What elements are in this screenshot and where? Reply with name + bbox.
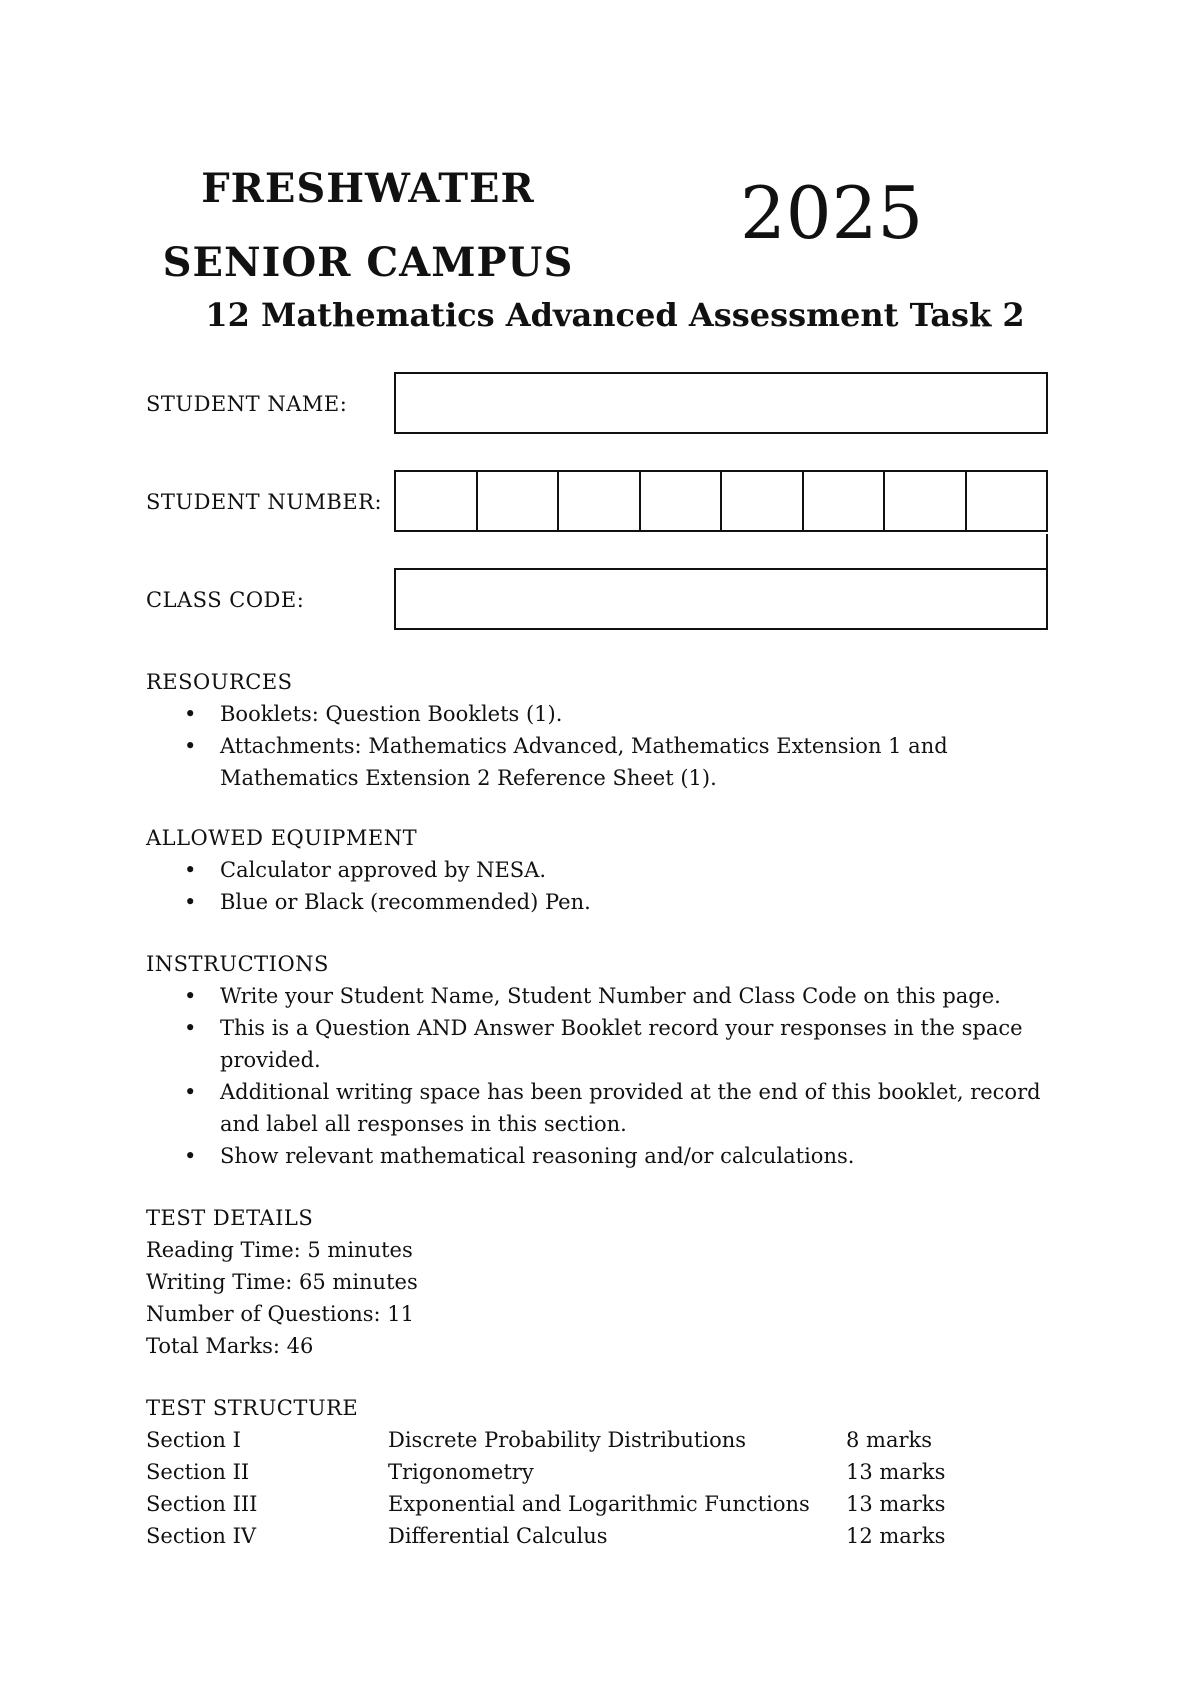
list-item: • Attachments: Mathematics Advanced, Mathematics Extension 1 and Mathematics Extension 2 Reference Sheet (1).: [146, 730, 1066, 794]
campus-name-line2: SENIOR CAMPUS: [162, 239, 574, 286]
task-title: 12 Mathematics Advanced Assessment Task 2: [205, 296, 1025, 334]
list-item: • This is a Question AND Answer Booklet record your responses in the space provided.: [146, 1012, 1066, 1076]
campus-name: [158, 152, 578, 300]
list-item: • Additional writing space has been provided at the end of this booklet, record and label all responses in this section.: [146, 1076, 1066, 1140]
structure-row: [146, 1488, 1066, 1520]
student-number-digit-box[interactable]: [478, 472, 560, 530]
test-structure-heading: TEST STRUCTURE: [146, 1396, 359, 1420]
student-number-digit-box[interactable]: [559, 472, 641, 530]
test-detail-line: Number of Questions: 11: [146, 1302, 415, 1326]
student-number-digit-box[interactable]: [396, 472, 478, 530]
test-detail-line: Reading Time: 5 minutes: [146, 1238, 413, 1262]
student-number-digit-box[interactable]: [885, 472, 967, 530]
resources-section: [146, 666, 1066, 794]
student-number-digit-box[interactable]: [804, 472, 886, 530]
test-structure-section: [146, 1392, 1066, 1552]
instructions-heading: INSTRUCTIONS: [146, 952, 329, 976]
structure-section-name: Section I: [146, 1428, 241, 1452]
structure-marks: 8 marks: [846, 1428, 933, 1452]
structure-topic: Discrete Probability Distributions: [388, 1428, 747, 1452]
structure-marks: 13 marks: [846, 1492, 946, 1516]
equipment-list: [146, 854, 1066, 918]
test-details-heading: TEST DETAILS: [146, 1206, 314, 1230]
list-item: • Blue or Black (recommended) Pen.: [146, 886, 1066, 918]
list-item: • Booklets: Question Booklets (1).: [146, 698, 1066, 730]
exam-year: 2025: [740, 171, 924, 255]
instructions-section: [146, 948, 1066, 1172]
structure-section-name: Section III: [146, 1492, 258, 1516]
structure-topic: Trigonometry: [388, 1460, 534, 1484]
student-name-field[interactable]: [394, 372, 1048, 434]
class-code-field[interactable]: [394, 568, 1048, 630]
class-code-label: CLASS CODE:: [146, 588, 305, 612]
structure-row: [146, 1520, 1066, 1552]
instructions-list: [146, 980, 1066, 1172]
structure-row: [146, 1424, 1066, 1456]
list-item: • Show relevant mathematical reasoning and/or calculations.: [146, 1140, 1066, 1172]
structure-topic: Differential Calculus: [388, 1524, 608, 1548]
structure-row: [146, 1456, 1066, 1488]
structure-marks: 13 marks: [846, 1460, 946, 1484]
list-item: • Calculator approved by NESA.: [146, 854, 1066, 886]
structure-marks: 12 marks: [846, 1524, 946, 1548]
student-number-digit-box[interactable]: [967, 472, 1047, 530]
list-item: • Write your Student Name, Student Number and Class Code on this page.: [146, 980, 1066, 1012]
student-number-field[interactable]: [394, 470, 1048, 532]
test-detail-line: Writing Time: 65 minutes: [146, 1270, 418, 1294]
resources-list: [146, 698, 1066, 794]
structure-section-name: Section II: [146, 1460, 250, 1484]
resources-heading: RESOURCES: [146, 670, 293, 694]
student-number-digit-box[interactable]: [722, 472, 804, 530]
student-name-label: STUDENT NAME:: [146, 392, 348, 416]
student-number-digit-box[interactable]: [641, 472, 723, 530]
campus-name-line1: FRESHWATER: [201, 165, 535, 212]
test-details-section: [146, 1202, 1066, 1362]
equipment-heading: ALLOWED EQUIPMENT: [146, 826, 418, 850]
structure-section-name: Section IV: [146, 1524, 257, 1548]
student-number-label: STUDENT NUMBER:: [146, 490, 383, 514]
test-detail-line: Total Marks: 46: [146, 1334, 314, 1358]
structure-topic: Exponential and Logarithmic Functions: [388, 1492, 810, 1516]
equipment-section: [146, 822, 1066, 918]
form-divider-line: [1046, 534, 1048, 570]
